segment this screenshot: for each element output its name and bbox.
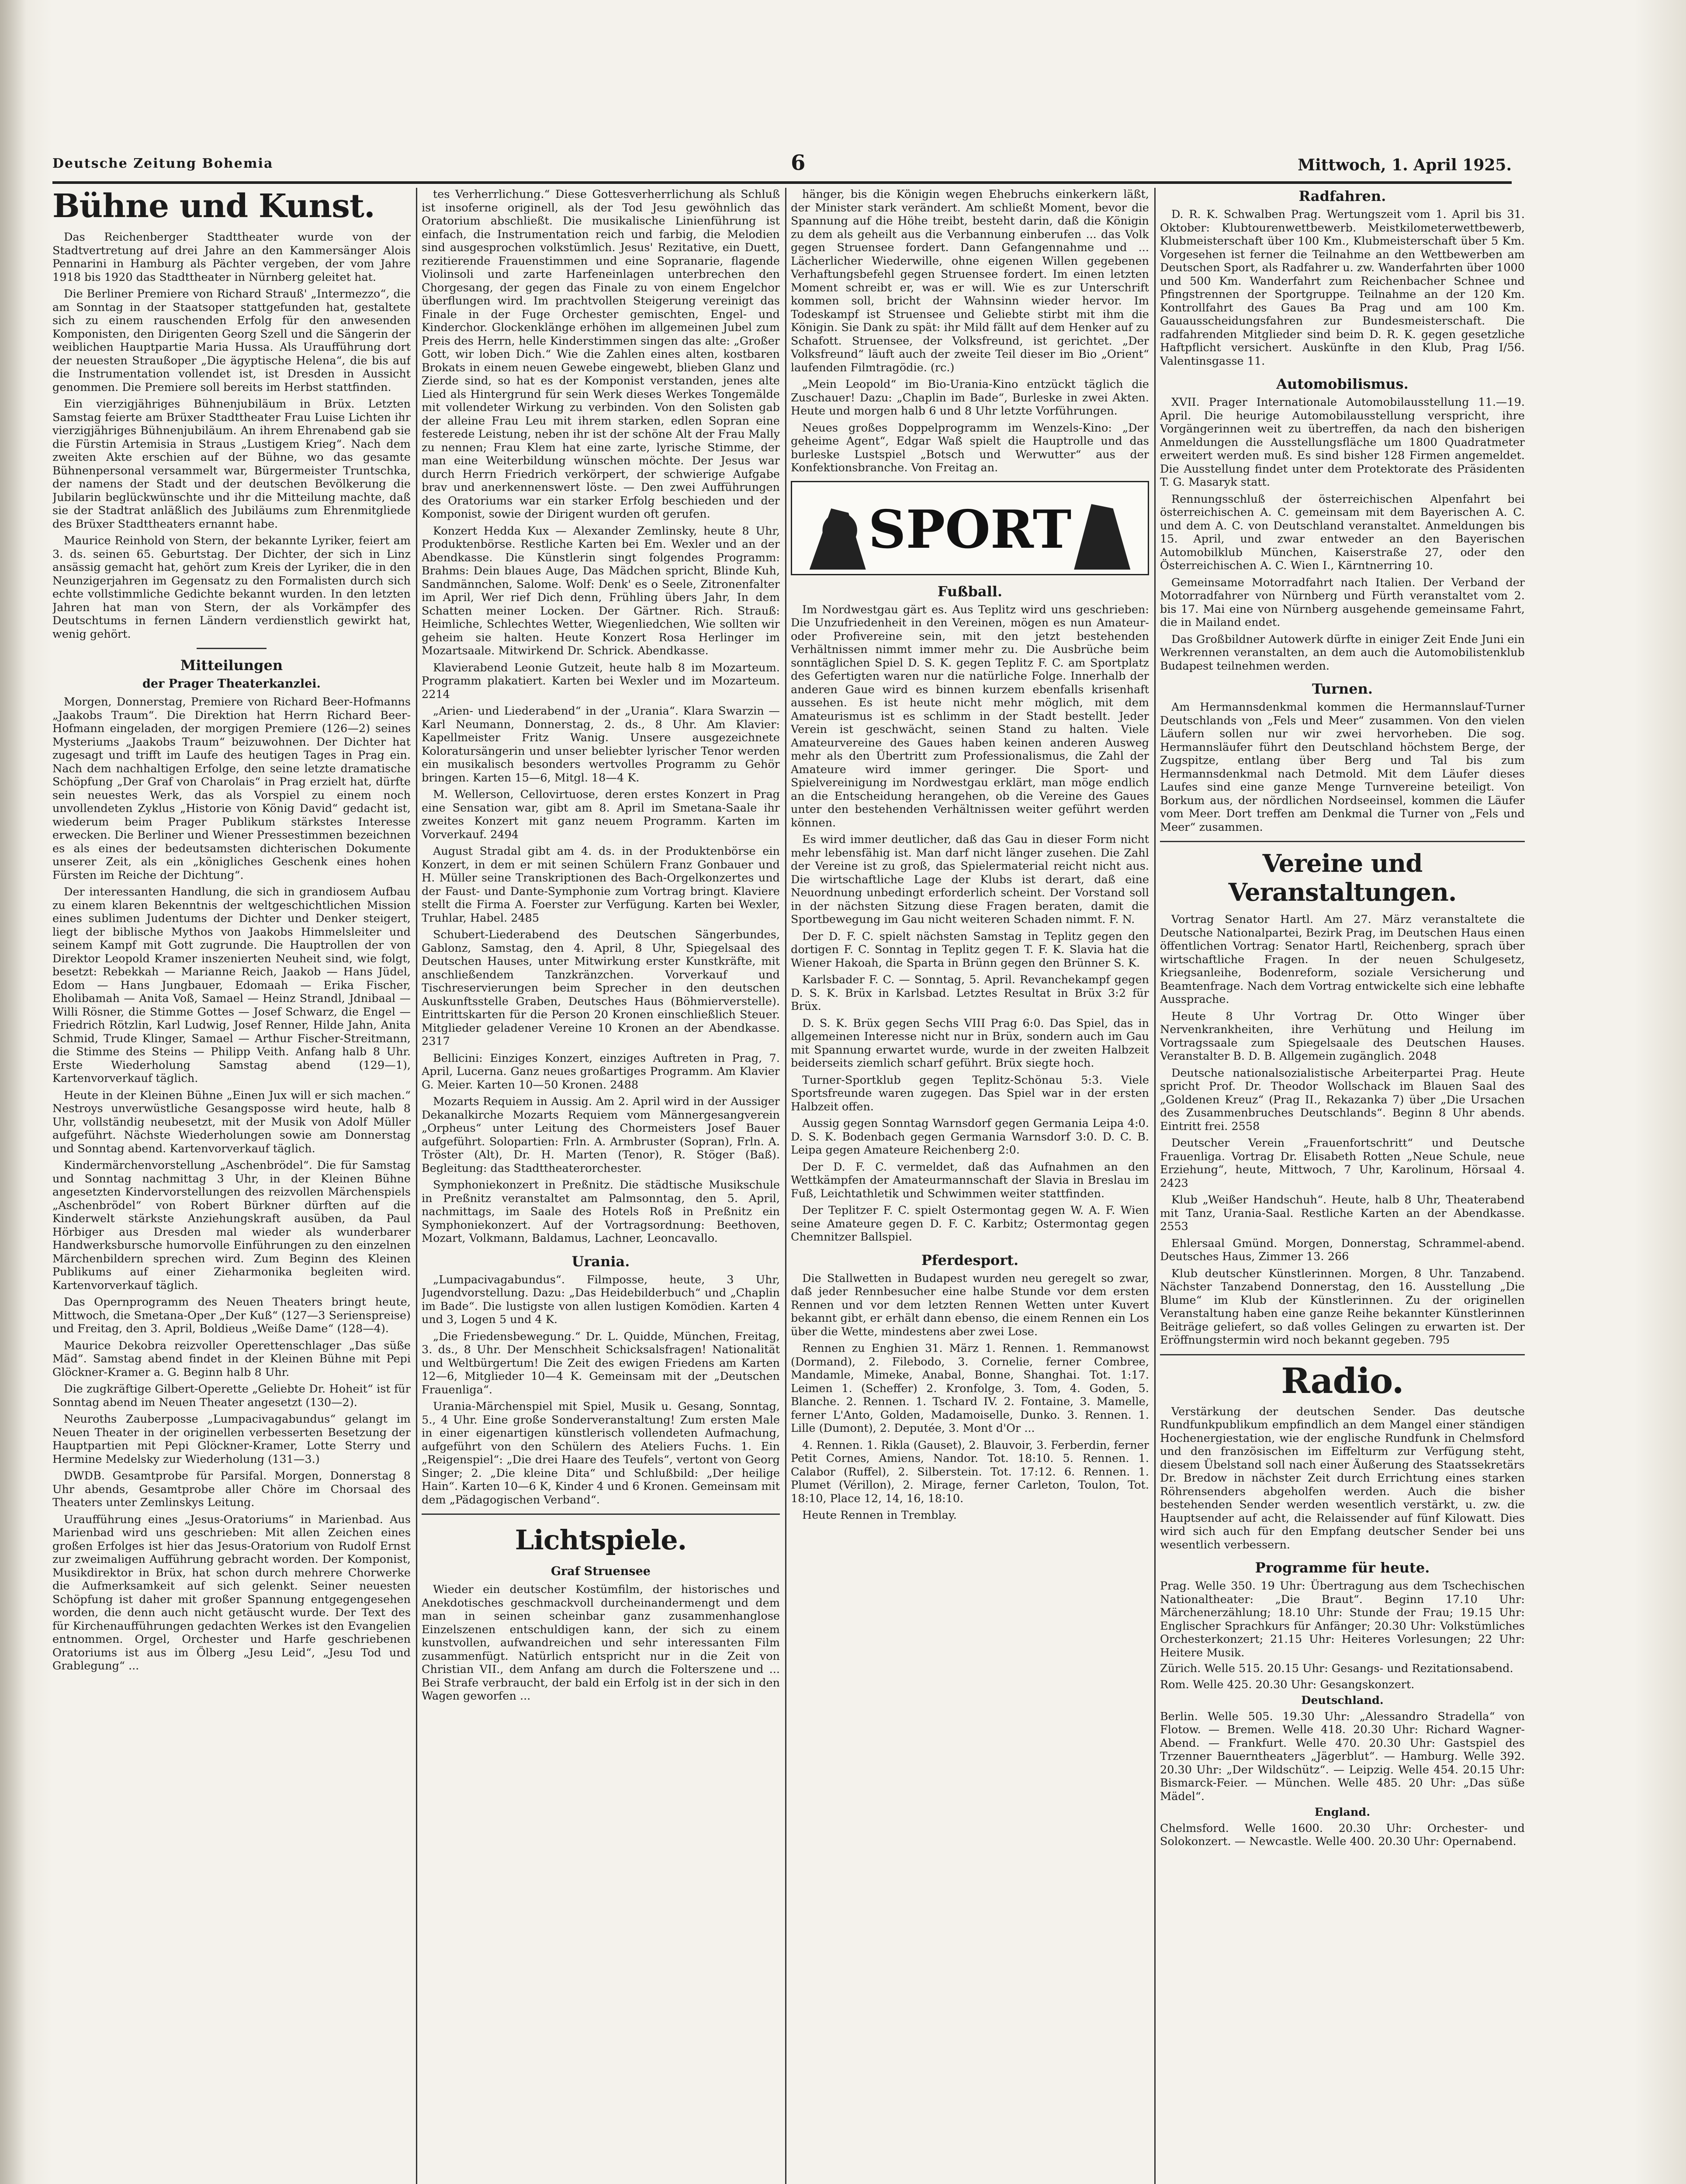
sport-lettering: SPORT (868, 499, 1072, 560)
article-paragraph: Der D. F. C. vermeldet, daß das Aufnahmen an den Wettkämpfen der Amateurmannschaft der Slavia in Breslau im Fuß, Leichtathletik und Schwimmen weiter stattfinden. (791, 1160, 1149, 1200)
article-paragraph: Schubert-Liederabend des Deutschen Sängerbundes, Gablonz, Samstag, den 4. April, 8 Uhr, Spiegelsaal des Deutschen Hauses, unter Mitwirkung erster Kunstkräfte, mit anschließendem Tanzkränzchen. Vorverkauf und Tischreservierungen beim Sprecher in den deutschen Auskunftsstelle Graben, Deutsches Haus (Böhmierverstelle). Eintrittskarten für die Person 20 Kronen einschließlich Steuer. Mitglieder geladener Vereine 10 Kronen an der Abendkasse. 2317 (422, 928, 780, 1048)
section-title-urania: Urania. (571, 1253, 630, 1270)
section-title-radio: Radio. (1281, 1360, 1404, 1401)
article-paragraph: Konzert Hedda Kux — Alexander Zemlinsky, heute 8 Uhr, Produktenbörse. Restliche Karten bei Em. Wexler und an der Abendkasse. Die Künstlerin singt folgendes Programm: Brahms: Dein blaues Auge, Das Mädchen spricht, Blinde Kuh, Sandmännchen, Salome. Wolf: Denk' es o Seele, Zitronenfalter im April, Wer rief Dich denn, Frühling übers Jahr, In dem Schatten meiner Locken. Der Gärtner. Rich. Strauß: Heimliche, Schlechtes Wetter, Wiegenliedchen, Wie sollten wir geheim sie halten. Heute Konzert Rosa Herlinger im Mozartsaale. Mitwirkend Dr. Schrick. Abendkasse. (422, 524, 780, 657)
program-entry: Zürich. Welle 515. 20.15 Uhr: Gesangs- und Rezitationsabend. (1160, 1662, 1513, 1675)
article-paragraph: August Stradal gibt am 4. ds. in der Produktenbörse ein Konzert, in dem er mit seinen Schülern Franz Gonbauer und H. Müller seine Transkriptionen des Bach-Orgelkonzertes und der Faust- und Dante-Symphonie zum Vortrag bringt. Klaviere stellt die Firma A. Foerster zur Verfügung. Karten bei Wexler, Truhlar, Habel. 2485 (422, 845, 780, 925)
article-paragraph: Vortrag Senator Hartl. Am 27. März veranstaltete die Deutsche Nationalpartei, Bezirk Prag, im Deutschen Haus einen öffentlichen Vortrag: Senator Hartl, Reichenberg, sprach über wirtschaftliche Fragen. In der neuen Schulgesetz, Kriegsanleihe, Bodenreform, soziale Versicherung und Beamtenfrage. Nach dem Vortrag entwickelte sich eine lebhafte Aussprache. (1160, 913, 1525, 1006)
article-paragraph: Heute in der Kleinen Bühne „Einen Jux will er sich machen.“ Nestroys unverwüstliche Gesangsposse wird heute, halb 8 Uhr, vollständig neubesetzt, mit der Musik von Adolf Müller aufgeführt. Nächste Wiederholungen sowie am Donnerstag und Sonntag abend. Kartenvorverkauf täglich. (52, 1089, 411, 1155)
article-paragraph: D. R. K. Schwalben Prag. Wertungszeit vom 1. April bis 31. Oktober: Klubtourenwettbewerb. Meistkilometerwettbewerb, Klubmeisterschaft über 100 Km., Klubmeisterschaft über 5 Km. Vorgesehen ist ferner die Teilnahme an den Wettbewerben am Deutschen Sport, als Radfahrer u. zw. Wanderfahrten über 1000 und 500 Km. Wanderfahrt zum Reichenbacher Schnee und Pfingstrennen der Sportgruppe. Teilnahme an der 120 Km. Kontrollfahrt des Gaues Ba Prag und am 100 Km. Gauausscheidungsfahren zur Bundesmeisterschaft. Die radfahrenden Mitglieder sind beim D. R. K. gegen gesetzliche Haftpflicht versichert. Auskünfte in den Klub, Prag I/56. Valentinsgasse 11. (1160, 208, 1525, 368)
program-entry: Rom. Welle 425. 20.30 Uhr: Gesangskonzert. (1160, 1678, 1415, 1691)
column-3 (791, 188, 1149, 2184)
section-title-pferdesport: Pferdesport. (921, 1251, 1019, 1268)
article-paragraph: Verstärkung der deutschen Sender. Das deutsche Rundfunkpublikum empfindlich an dem Mangel einer ständigen Hochenergiestation, wie der englische Rundfunk in Chelmsford und den französischen im Eiffelturm zur Verfügung steht, diesem Übelstand soll nach einer Äußerung des Staatssekretärs Dr. Bredow in nächster Zeit durch Errichtung eines starken Röhrensenders abgeholfen werden. Auch die bisher bestehenden Sender werden wesentlich verstärkt, u. zw. die Hauptsender auf acht, die Relaissender auf fünf Kilowatt. Dies wird sich auch für den Empfang deutscher Sender bei uns wesentlich verbessern. (1160, 1405, 1525, 1552)
column-rule (416, 188, 417, 2184)
column-rule (1154, 188, 1156, 2184)
program-entry: Chelmsford. Welle 1600. 20.30 Uhr: Orchester- und Solokonzert. — Newcastle. Welle 400. 20.30 Uhr: Opernabend. (1160, 1821, 1525, 1848)
article-paragraph: Neuroths Zauberposse „Lumpacivagabundus“ gelangt im Neuen Theater in der originellen verbesserten Besetzung der Hauptpartien mit Pepi Glöckner-Kramer, Lotte Sterry und Hermine Medelsky zur Wiederholung (131—3.) (52, 1413, 411, 1466)
program-entry: Berlin. Welle 505. 19.30 Uhr: „Alessandro Stradella“ von Flotow. — Bremen. Welle 418. 20.30 Uhr: Richard Wagner-Abend. — Frankfurt. Welle 470. 20.30 Uhr: Gastspiel des Trzenner Bauerntheaters „Jägerblut“. — Hamburg. Welle 392. 20.30 Uhr: „Der Wildschütz“. — Leipzig. Welle 454. 20.15 Uhr: Bismarck-Feier. — München. Welle 485. 20 Uhr: „Das süße Mädel“. (1160, 1710, 1525, 1803)
article-paragraph: Rennungsschluß der österreichischen Alpenfahrt bei österreichischen A. C. gemeinsam mit dem Bayerischen A. C. und dem A. C. von Deutschland veranstaltet. Anmeldungen bis 15. April, und zwar entweder an den Bayerischen Automobilklub München, Kaiserstraße 27, oder den Österreichischen A. C. Wien I., Kärntnerring 10. (1160, 492, 1525, 572)
article-paragraph: Neues großes Doppelprogramm im Wenzels-Kino: „Der geheime Agent“, Edgar Waß spielt die Hauptrolle und das burleske Lustspiel „Botsch und Werwutter“ aus der Konfektionsbranche. Von Freitag an. (791, 421, 1149, 474)
divider (1160, 1354, 1525, 1355)
article-paragraph: M. Wellerson, Cellovirtuose, deren erstes Konzert in Prag eine Sensation war, gibt am 8. April im Smetana-Saale ihr zweites Konzert mit ganz neuem Programm. Karten im Vorverkauf. 2494 (422, 788, 780, 841)
section-subtitle: der Prager Theaterkanzlei. (142, 677, 321, 691)
article-paragraph: „Arien- und Liederabend“ in der „Urania“. Klara Swarzin — Karl Neumann, Donnerstag, 2. ds., 8 Uhr. Am Klavier: Kapellmeister Fritz Wanig. Unsere ausgezeichnete Koloratursängerin und unser beliebter lyrischer Tenor werden ein musikalisch besonders wertvolles Programm zu Gehör bringen. Karten 15—6, Mitgl. 18—4 K. (422, 705, 780, 784)
header-masthead: Deutsche Zeitung Bohemia (52, 156, 273, 171)
divider (422, 1514, 780, 1515)
article-paragraph: Ein vierzigjähriges Bühnenjubiläum in Brüx. Letzten Samstag feierte am Brüxer Stadttheater Frau Luise Lichten ihr vierzigjähriges Bühnenjubiläum. An ihrem Ehrenabend gab sie die Fürstin Artemisia in Straus „Lustigem Krieg“. Nach dem zweiten Akte erschien auf der Bühne, wo das gesamte Bühnenpersonal versammelt war, Bürgermeister Truntschka, der namens der Stadt und der deutschen Bevölkerung die Jubilarin beglückwünschte und ihr die Mitteilung machte, daß sie der Stadtrat anläßlich des Jubiläums zum Ehrenmitgliede des Brüxer Stadttheaters ernannt habe. (52, 397, 411, 531)
article-paragraph: Klub „Weißer Handschuh“. Heute, halb 8 Uhr, Theaterabend mit Tanz, Urania-Saal. Restliche Karten an der Abendkasse. 2553 (1160, 1193, 1525, 1233)
section-title-programme: Programme für heute. (1255, 1559, 1430, 1576)
article-paragraph: Klavierabend Leonie Gutzeit, heute halb 8 im Mozarteum. Programm plakatiert. Karten bei Wexler und im Mozarteum. 2214 (422, 661, 780, 701)
article-paragraph: Der Teplitzer F. C. spielt Ostermontag gegen W. A. F. Wien seine Amateure gegen D. F. C. Karbitz; Ostermontag gegen Chemnitzer Ballspiel. (791, 1204, 1149, 1244)
article-paragraph: XVII. Prager Internationale Automobilausstellung 11.—19. April. Die heurige Automobilausstellung verspricht, ihre Vorgängerinnen weit zu übertreffen, da nach den bisherigen Anmeldungen die Ausstellungsfläche um 1800 Quadratmeter erweitert werden muß. Es sind bisher 128 Firmen angemeldet. Die Ausstellung findet unter dem Protektorate des Präsidenten T. G. Masaryk statt. (1160, 396, 1525, 489)
section-title-automobilismus: Automobilismus. (1276, 376, 1409, 392)
article-paragraph: „Die Friedensbewegung.“ Dr. L. Quidde, München, Freitag, 3. ds., 8 Uhr. Der Menschheit Schicksalsfragen! Nationalität und Weltbürgertum! Die Zeit des ewigen Friedens am Karten 12—6, Mitglieder 10—4 K. Gemeinsam mit der „Deutschen Frauenliga“. (422, 1330, 780, 1396)
column-1 (52, 188, 411, 2184)
article-paragraph: D. S. K. Brüx gegen Sechs VIII Prag 6:0. Das Spiel, das in allgemeinen Interesse nicht nur in Brüx, sondern auch im Gau mit Spannung erwartet wurde, wurde in der zweiten Halbzeit beiderseits ziemlich scharf geführt. Brüx siegte hoch. (791, 1016, 1149, 1070)
article-paragraph: Maurice Dekobra reizvoller Operettenschlager „Das süße Mäd“. Samstag abend findet in der Kleinen Bühne mit Pepi Glöckner-Kramer a. G. Beginn halb 8 Uhr. (52, 1339, 411, 1379)
article-paragraph: hänger, bis die Königin wegen Ehebruchs einkerkern läßt, der Minister stark verändert. Am schließt Moment, bevor die Spannung auf die Höhe treibt, besteht darin, daß die Königin zu dem als geheilt aus die Verbannung einberufen ... das Volk gegen Struensee fordert. Dann Gefangennahme und ... Lächerlicher Wiederwille, ohne eigenen Willen gegebenen Verhaftungsbefehl gegen Struensee fordert. Im einen letzten Moment schreibt er, was er will. Wie es zur Unterschrift kommen soll, bricht der Wahnsinn wieder hervor. Im Todeskampf ist Struensee und Geliebte stirbt mit ihm die Königin. Sie Dank zu spät: ihr Mild fällt auf dem Henker auf zu Schafott. Struensee, der Volksfreund, ist gerichtet. „Der Volksfreund“ läuft auch der zweite Teil dieser im Bio „Orient“ laufenden Filmtragödie. (rc.) (791, 188, 1149, 374)
article-paragraph: Im Nordwestgau gärt es. Aus Teplitz wird uns geschrieben: Die Unzufriedenheit in den Vereinen, mögen es nun Amateur- oder Profivereine sein, mit den jetzt bestehenden Verhältnissen nimmt immer mehr zu. Die Ausbrüche beim sonntäglichen Spiel D. S. K. gegen Teplitz F. C. am Sportplatz des Gefertigten waren nur die natürliche Folge. Innerhalb der anderen Gaue wird es binnen kurzem ebenfalls krisenhaft aussehen. Es ist heute nicht mehr möglich, mit dem Amateurismus ist es schlimm in der Stadt bestellt. Jeder Verein ist geschwächt, seinen Stand zu halten. Viele Amateurvereine des Gaues haben keinen anderen Ausweg mehr als den Übertritt zum Professionalismus, die Zahl der Amateure wird immer geringer. Die Sport- und Spielvereinigung im Nordwestgau erklärt, man möge endlich an die Entscheidung herangehen, ob die Vereine des Gaues unter den bestehenden Verhältnissen weiter geführt werden können. (791, 603, 1149, 829)
article-paragraph: Gemeinsame Motorradfahrt nach Italien. Der Verband der Motorradfahrer von Nürnberg und Fürth veranstaltet vom 2. bis 17. Mai eine von Nürnberg ausgehende gemeinsame Fahrt, die in Mailand endet. (1160, 576, 1525, 629)
article-paragraph: Der interessanten Handlung, die sich in grandiosem Aufbau zu einem klaren Bekenntnis der weltgeschichtlichen Mission eines sublimen Judentums der Dichter und Denker steigert, liegt der biblische Mythos von Jaakobs Himmelsleiter und seinem Kampf mit Gott zugrunde. Die Hauptrollen der von Direktor Leopold Kramer inszenierten Neuheit sind, wie folgt, besetzt: Rebekkah — Marianne Reich, Jaakob — Hans Jüdel, Edom — Hans Jungbauer, Edomaah — Erika Fischer, Eholibamah — Anita Voß, Samael — Heinz Strandl, Jdnibaal — Willi Rösner, die Stimme Gottes — Josef Schwarz, die Engel — Friedrich Rötzlin, Karl Ludwig, Josef Renner, Hilde Jahn, Anita Schmid, Trude Klinger, Samael — Arthur Fischer-Streitmann, die Stimme des Steins — Philipp Veith. Anfang halb 8 Uhr. Erste Wiederholung Samstag abend (129—1), Kartenvorverkauf täglich. (52, 885, 411, 1085)
article-paragraph: „Lumpacivagabundus“. Filmposse, heute, 3 Uhr, Jugendvorstellung. Dazu: „Das Heidebilderbuch“ und „Chaplin im Bade“. Die lustigste von allen lustigen Komödien. Karten 4 und 3, Logen 5 und 4 K. (422, 1273, 780, 1326)
athlete-left-icon (810, 508, 866, 570)
article-paragraph: Der D. F. C. spielt nächsten Samstag in Teplitz gegen den dortigen F. C. Sonntag in Teplitz gegen T. F. K. Slavia hat die Wiener Hakoah, die Sparta in Brünn gegen den Brünner S. K. (791, 930, 1149, 970)
section-title-lichtspiele: Lichtspiele. (515, 1524, 687, 1556)
article-paragraph: „Mein Leopold“ im Bio-Urania-Kino entzückt täglich die Zuschauer! Dazu: „Chaplin im Bade“, Burleske in zwei Akten. Heute und morgen halb 6 und 8 Uhr letzte Vorführungen. (791, 378, 1149, 418)
article-paragraph: Maurice Reinhold von Stern, der bekannte Lyriker, feiert am 3. ds. seinen 65. Geburtstag. Der Dichter, der sich in Linz ansässig gemacht hat, gehört zum Kreis der Lyriker, die in den Neunzigerjahren im Gegensatz zu den Formalisten durch sich echte vollstimmliche Gedichte bekannt wurden. In den letzten Jahren hat man von Stern, der als Vorkämpfer des Deutschtums in fernen Ländern verdienstlich gewirkt hat, wenig gehört. (52, 534, 411, 641)
sport-banner-graphic (792, 482, 1148, 574)
section-title-turnen: Turnen. (1312, 681, 1373, 697)
article-paragraph: Heute 8 Uhr Vortrag Dr. Otto Winger über Nervenkrankheiten, ihre Verhütung und Heilung im Vortragssaale zum Spiegelsaale des Deutschen Hauses. Veranstalter B. D. B. Allgemein zugänglich. 2048 (1160, 1009, 1525, 1063)
section-title-fussball: Fußball. (937, 583, 1003, 600)
section-title-mitteilungen: Mitteilungen (180, 657, 283, 674)
article-paragraph: 4. Rennen. 1. Rikla (Gauset), 2. Blauvoir, 3. Ferberdin, ferner Petit Cornes, Amiens, Nandor. Tot. 18:10. 5. Rennen. 1. Calabor (Ruffel), 2. Silberstein. Tot. 17:12. 6. Rennen. 1. Plumet (Vérillon), 2. Mirage, ferner Carleton, Toulon, Tot. 18:10, Place 12, 14, 16, 18:10. (791, 1438, 1149, 1505)
article-paragraph: Aussig gegen Sonntag Warnsdorf gegen Germania Leipa 4:0. D. S. K. Bodenbach gegen Germania Warnsdorf 3:0. D. C. B. Leipa gegen Amateure Reichenberg 2:0. (791, 1117, 1149, 1157)
program-region-heading: Deutschland. (1301, 1694, 1384, 1707)
article-paragraph: DWDB. Gesamtprobe für Parsifal. Morgen, Donnerstag 8 Uhr abends, Gesamtprobe aller Chöre im Chorsaal des Theaters unter Zemlinskys Leitung. (52, 1469, 411, 1509)
article-paragraph: Klub deutscher Künstlerinnen. Morgen, 8 Uhr. Tanzabend. Nächster Tanzabend Donnerstag, den 16. Ausstellung „Die Blume“ im Klub der Künstlerinnen. Zu der originellen Veranstaltung haben eine ganze Reihe bekannter Künstlerinnen Beiträge geliefert, so daß volles Gelingen zu erwarten ist. Der Eröffnungstermin wird noch bekannt gegeben. 795 (1160, 1267, 1525, 1347)
column-2 (422, 188, 780, 2184)
article-paragraph: Rennen zu Enghien 31. März 1. Rennen. 1. Remmanowst (Dormand), 2. Filebodo, 3. Cornelie, ferner Combree, Mandamle, Mimeke, Anabal, Bonne, Shanghai. Tot. 1:17. Leimen 1. (Scheffer) 2. Kronfolge, 3. Tom, 4. Goden, 5. Blanche. 2. Rennen. 1. Tschard IV. 2. Fontaine, 3. Mamelle, ferner L'Anto, Golden, Madamoiselle, Dunko. 3. Rennen. 1. Lille (Dumont), 2. Deputée, 3. Mont d'Or ... (791, 1342, 1149, 1435)
article-paragraph: Die Stallwetten in Budapest wurden neu geregelt so zwar, daß jeder Rennbesucher eine halbe Stunde vor dem ersten Rennen und vor dem letzten Rennen Wetten unter Kuvert bekannt gibt, er erhält dann ebenso, die einem Rennen ein Los über die Wette, mindestens aber zwei Lose. (791, 1272, 1149, 1338)
article-paragraph: Die Berliner Premiere von Richard Strauß' „Intermezzo“, die am Sonntag in der Staatsoper stattgefunden hat, gestaltete sich zu einem rauschenden Erfolg für den anwesenden Komponisten, den Dirigenten Georg Szell und die Sängerin der weiblichen Hauptpartie Maria Hussa. Als Uraufführung dort der neuesten Straußoper „Die ägyptische Helena“, die bis auf die Instrumentation vollendet ist, ist Dresden in Aussicht genommen. Die Premiere soll bereits im Herbst stattfinden. (52, 287, 411, 394)
program-entry: Prag. Welle 350. 19 Uhr: Übertragung aus dem Tschechischen Nationaltheater: „Die Braut“. Beginn 17.10 Uhr: Märchenerzählung; 18.10 Uhr: Stunde der Frau; 19.15 Uhr: Englischer Sprachkurs für Anfänger; 20.30 Uhr: Volkstümliches Orchesterkonzert; 21.15 Uhr: Heiteres Vorlesungen; 22 Uhr: Heitere Musik. (1160, 1579, 1525, 1659)
section-title-radfahren: Radfahren. (1298, 188, 1386, 204)
athlete-right-icon (1074, 504, 1130, 570)
column-4 (1160, 188, 1525, 2184)
article-paragraph: Mozarts Requiem in Aussig. Am 2. April wird in der Aussiger Dekanalkirche Mozarts Requiem vom Männergesangverein „Orpheus“ unter Leitung des Chormeisters Josef Bauer aufgeführt. Solopartien: Frln. A. Armbruster (Sopran), Frln. A. Tröster (Alt), Dr. H. Marten (Tenor), R. Stöger (Baß). Begleitung: das Stadttheaterorchester. (422, 1095, 780, 1175)
page-number: 6 (791, 151, 806, 175)
article-paragraph: tes Verherrlichung.“ Diese Gottesverherrlichung als Schluß ist insoferne originell, als der Tod Jesu gewöhnlich das Oratorium abschließt. Die musikalische Linienführung ist einfach, die Instrumentation reich und farbig, die Melodien sind ausgesprochen volkstümlich. Jesus' Rezitative, ein Duett, rezitierende Frauenstimmen und eine Sopranarie, flagende Violinsoli und zarte Harfeneinlagen unterbrechen den Chorgesang, der gegen das Finale zu von einem Engelchor überflungen wird. Im prachtvollen Steigerung vereinigt das Finale in der Fuge Orchester gemischten, Engel- und Kinderchor. Glockenklänge erhöhen im allgemeinen Jubel zum Preis des Herrn, helle Kinderstimmen singen das alte: „Großer Gott, wir loben Dich.“ Wie die Zahlen eines alten, kostbaren Brokats in einem neuen Gewebe eingewebt, blieben Glanz und Zierde sind, so hat es der Komponist verstanden, jenes alte Lied als Hintergrund für sein Werk dieses Werkes Tongemälde mit vollendeter Wirkung zu verbinden. Von den Solisten gab der alleine Frau Leu mit ihrem starken, edlen Sopran eine festerede Leistung, neben ihr ist der schöne Alt der Frau Mally zu nennen; Frau Klem hat eine zarte, lyrische Stimme, der man eine Weiterbildung wünschen möchte. Der Jesus war durch Herrn Friedrich verkörpert, der schwierige Aufgabe brav und anerkennenswert löste. — Den zwei Aufführungen des Oratoriums war ein starker Erfolg beschieden und der Komponist, sowie der Dirigent wurden oft gerufen. (422, 188, 780, 521)
article-paragraph: Turner-Sportklub gegen Teplitz-Schönau 5:3. Viele Sportsfreunde waren zugegen. Das Spiel war in der ersten Halbzeit offen. (791, 1073, 1149, 1113)
article-paragraph: Am Hermannsdenkmal kommen die Hermannslauf-Turner Deutschlands von „Fels und Meer“ zusammen. Von den vielen Läufern sollen nur wir zwei hervorheben. Die sog. Hermannsläufer führt den Deutschland höchstem Berge, der Zugspitze, entlang über Berg und Tal bis zum Hermannsdenkmal nach Detmold. Mit dem Läufer dieses Laufes sind eine ganze Menge Turnvereine beteiligt. Von Borkum aus, der nördlichen Nordseeinsel, kommen die Läufer vom Meer. Dort treffen am Denkmal die Turner von „Fels und Meer“ zusammen. (1160, 701, 1525, 834)
article-paragraph: Kindermärchenvorstellung „Aschenbrödel“. Die für Samstag und Sonntag nachmittag 3 Uhr, in der Kleinen Bühne angesetzten Kindervorstellungen des reizvollen Märchenspiels „Aschenbrödel“ von Robert Bürkner dürften auf die Kinderwelt stärkste Anziehungskraft ausüben, da Paul Hörbiger aus Dresden mal wieder als wunderbarer Handwerksbursche humorvolle Einführungen zu den einzelnen Märchenbildern sprechen wird. Zum Beginn des Kleinen Publikums auf einer Zieharmonika begleiten wird. Kartenvorverkauf täglich. (52, 1159, 411, 1292)
article-paragraph: Urania-Märchenspiel mit Spiel, Musik u. Gesang, Sonntag, 5., 4 Uhr. Eine große Sonderveranstaltung! Zum ersten Male in einer eigenartigen künstlerisch vollendeten Aufmachung, aufgeführt von den Schülern des Ateliers Fuchs. 1. Ein „Reigenspiel“: „Die drei Haare des Teufels“, vertont von Georg Singer; 2. „Die kleine Dita“ und Schlußbild: „Der heilige Hain“. Karten 10—6 K, Kinder 4 und 6 Kronen. Gemeinsam mit dem „Pädagogischen Verband“. (422, 1400, 780, 1507)
article-paragraph: Ehlersaal Gmünd. Morgen, Donnerstag, Schrammel-abend. Deutsches Haus, Zimmer 13. 266 (1160, 1237, 1525, 1263)
article-paragraph: Morgen, Donnerstag, Premiere von Richard Beer-Hofmanns „Jaakobs Traum“. Die Direktion hat Herrn Richard Beer-Hofmann eingeladen, der morgigen Premiere (126—2) seines Mysteriums „Jaakobs Traum“ beizuwohnen. Der Dichter hat zugesagt und trifft im Laufe des heutigen Tages in Prag ein. Nach dem nachhaltigen Erfolge, den seine letzte dramatische Schöpfung „Der Graf von Charolais“ in Prag erzielt hat, dürfte sein neuestes Werk, das als Vorspiel zu einem noch unvollendeten Zyklus „Historie von König David“ gedacht ist, wiederum beim Prager Publikum stärkstes Interesse erwecken. Die Berliner und Wiener Pressestimmen bezeichnen es als eines der bedeutsamsten dichterischen Dokumente unserer Zeit, als ein „königliches Geschenk eines hohen Fürsten im Reiche der Dichtung“. (52, 695, 411, 882)
section-subtitle: Graf Struensee (551, 1565, 651, 1578)
article-paragraph: Karlsbader F. C. — Sonntag, 5. April. Revanchekampf gegen D. S. K. Brüx in Karlsbad. Letztes Resultat in Brüx 3:2 für Brüx. (791, 973, 1149, 1013)
article-paragraph: Uraufführung eines „Jesus-Oratoriums“ in Marienbad. Aus Marienbad wird uns geschrieben: Mit allen Zeichen eines großen Erfolges ist hier das Jesus-Oratorium von Rudolf Ernst zur zweimaligen Aufführung gebracht worden. Der Komponist, Musikdirektor in Brüx, hat schon durch mehrere Chorwerke die Aufmerksamkeit auf sich gelenkt. Seiner neuesten Schöpfung ist daher mit großer Spannung entgegengesehen worden, die denn auch nicht getäuscht wurde. Der Text des für Kirchenaufführungen gedachten Werkes ist den Evangelien entnommen. Orgel, Orchester und Harfe geschriebenen Oratoriums ist aus im Ölberg „Jesu Leid“, „Jesu Tod und Grablegung“ ... (52, 1513, 411, 1673)
article-paragraph: Das Großbildner Autowerk dürfte in einiger Zeit Ende Juni ein Werkrennen veranstalten, an dem auch die Automobilistenklub Budapest teilnehmen werden. (1160, 632, 1525, 673)
divider (197, 648, 267, 649)
article-paragraph: Bellicini: Einziges Konzert, einziges Auftreten in Prag, 7. April, Lucerna. Ganz neues großartiges Programm. Am Klavier G. Meier. Karten 10—50 Kronen. 2488 (422, 1051, 780, 1092)
article-paragraph: Das Opernprogramm des Neuen Theaters bringt heute, Mittwoch, die Smetana-Oper „Der Kuß“ (127—3 Serienspreise) und Freitag, den 3. April, Boldieus „Weiße Dame“ (128—4). (52, 1296, 411, 1335)
header-date: Mittwoch, 1. April 1925. (1298, 156, 1512, 174)
article-paragraph: Symphoniekonzert in Preßnitz. Die städtische Musikschule in Preßnitz veranstaltet am Palmsonntag, den 5. April, nachmittags, im Saale des Hotels Roß in Preßnitz ein Symphoniekonzert. Auf der Vortragsordnung: Beethoven, Mozart, Volkmann, Baldamus, Lachner, Leoncavallo. (422, 1178, 780, 1245)
article-paragraph: Deutscher Verein „Frauenfortschritt“ und Deutsche Frauenliga. Vortrag Dr. Elisabeth Rotten „Neue Schule, neue Erziehung“, heute, Mittwoch, 7 Uhr, Karolinum, Hörsaal 4. 2423 (1160, 1137, 1525, 1190)
divider (1160, 841, 1525, 842)
program-region-heading: England. (1314, 1806, 1371, 1819)
article-paragraph: Deutsche nationalsozialistische Arbeiterpartei Prag. Heute spricht Prof. Dr. Theodor Wollschack im Blauen Saal des „Goldenen Kreuz“ (Prag II., Rekazanka 7) über „Die Ursachen des Zusammenbruches Deutschlands“. Beginn 8 Uhr abends. Eintritt frei. 2558 (1160, 1066, 1525, 1133)
page-header (52, 151, 1512, 184)
article-paragraph: Das Reichenberger Stadttheater wurde von der Stadtvertretung auf drei Jahre an den Kammersänger Alois Pennarini in Hamburg als Pächter vergeben, der vom Jahre 1918 bis 1920 das Stadttheater in Nürnberg geleitet hat. (52, 231, 411, 284)
article-paragraph: Es wird immer deutlicher, daß das Gau in dieser Form nicht mehr lebensfähig ist. Man darf nicht länger zusehen. Die Zahl der Vereine ist zu groß, das Spielermaterial reicht nicht aus. Die wirtschaftliche Lage der Klubs ist derart, daß eine Neuordnung unbedingt erforderlich scheint. Der Vorstand soll in der nächsten Sitzung diese Fragen beraten, damit die Sportbewegung im Gau nicht weiteren Schaden nimmt. F. N. (791, 833, 1149, 926)
binding-shadow (0, 0, 26, 2184)
article-paragraph: Wieder ein deutscher Kostümfilm, der historisches und Anekdotisches geschmackvoll durcheinandermengt und dem man in seinen scheinbar ganz zusammenhanglose Einzelszenen entschuldigen kann, der sich zu einem kunstvollen, aufwandreichen und sehr interessanten Film zusammenfügt. Natürlich entspricht nur in die Zeit von Christian VII., dem Anfang am durch die Folterszene und ... Bei Strafe verbraucht, der bald ein Erfolg ist in der sich in den Wagen geworfen ... (422, 1583, 780, 1703)
section-title-vereine: Vereine und Veranstaltungen. (1228, 849, 1457, 907)
article-paragraph: Die zugkräftige Gilbert-Operette „Geliebte Dr. Hoheit“ ist für Sonntag abend im Neuen Theater angesetzt (130—2). (52, 1382, 411, 1409)
section-title-buehne: Bühne und Kunst. (52, 188, 375, 225)
column-rule (785, 188, 786, 2184)
sport-illustration (791, 481, 1149, 575)
article-paragraph: Heute Rennen in Tremblay. (802, 1509, 957, 1522)
